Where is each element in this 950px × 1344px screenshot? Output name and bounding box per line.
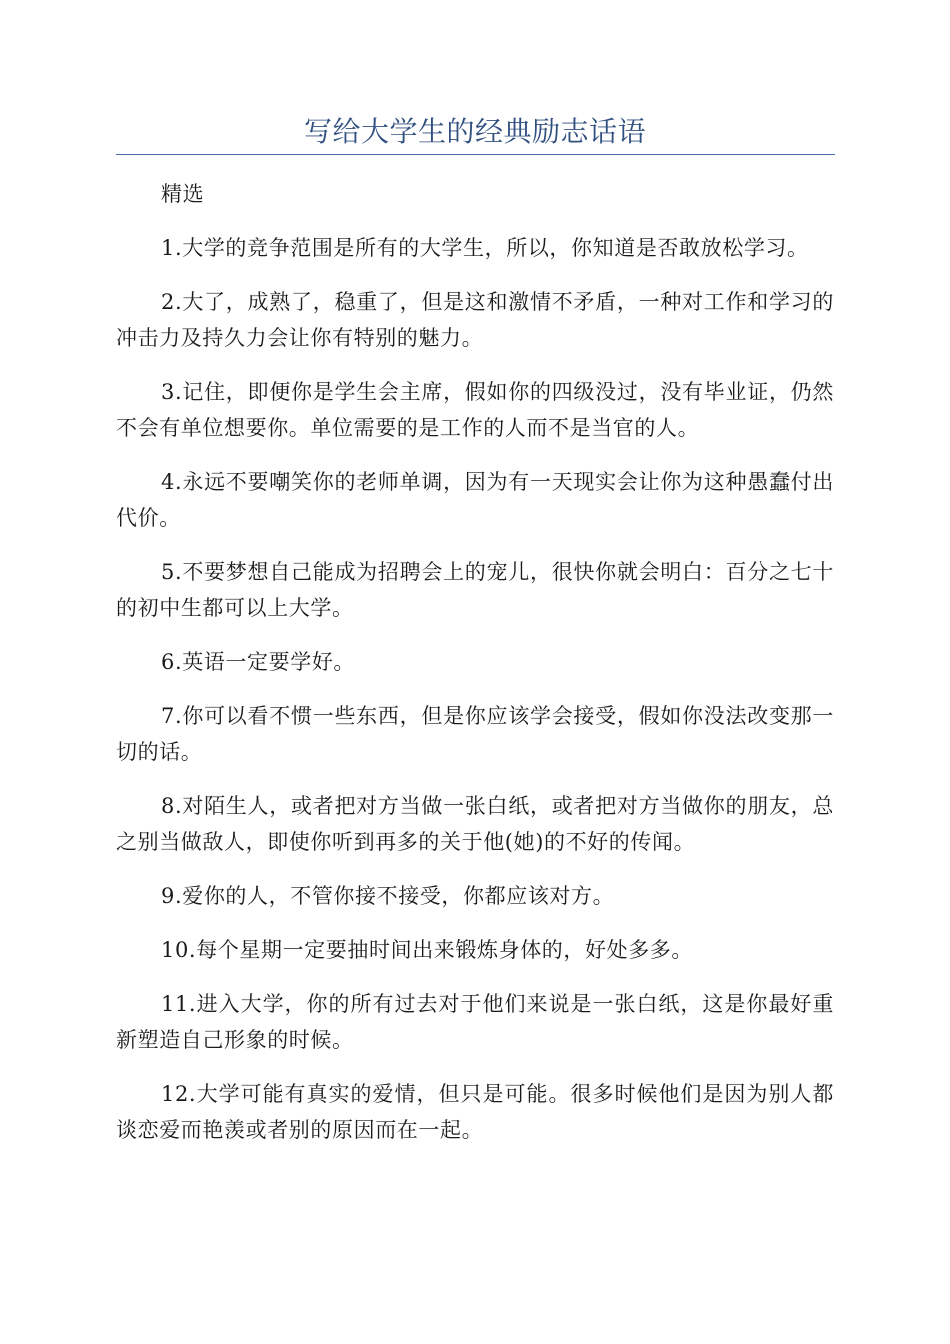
- paragraph-item-9: 9.爱你的人，不管你接不接受，你都应该对方。: [161, 884, 615, 908]
- paragraph-item-10: 10.每个星期一定要抽时间出来锻炼身体的，好处多多。: [161, 938, 693, 962]
- document-title: 写给大学生的经典励志话语: [303, 115, 646, 148]
- document-body: [116, 176, 834, 1166]
- paragraph-item-5: 5.不要梦想自己能成为招聘会上的宠儿，很快你就会明白：百分之七十的初中生都可以上大学。: [116, 560, 834, 620]
- paragraph-item-2: 2.大了，成熟了，稳重了，但是这和激情不矛盾，一种对工作和学习的冲击力及持久力会让你有特别的魅力。: [116, 290, 834, 350]
- paragraph-item-6: 6.英语一定要学好。: [161, 650, 356, 674]
- paragraph-item-12: 12.大学可能有真实的爱情，但只是可能。很多时候他们是因为别人都谈恋爱而艳羡或者别的原因而在一起。: [116, 1082, 834, 1142]
- paragraph-item-11: 11.进入大学，你的所有过去对于他们来说是一张白纸，这是你最好重新塑造自己形象的时候。: [116, 992, 834, 1052]
- paragraph-item-3: 3.记住，即便你是学生会主席，假如你的四级没过，没有毕业证，仍然不会有单位想要你。单位需要的是工作的人而不是当官的人。: [116, 380, 834, 440]
- paragraph-intro: 精选: [161, 182, 205, 206]
- paragraph-item-1: 1.大学的竞争范围是所有的大学生，所以，你知道是否敢放松学习。: [161, 236, 809, 260]
- title-underline: [116, 154, 835, 155]
- paragraph-item-7: 7.你可以看不惯一些东西，但是你应该学会接受，假如你没法改变那一切的话。: [116, 704, 834, 764]
- paragraph-item-4: 4.永远不要嘲笑你的老师单调，因为有一天现实会让你为这种愚蠢付出代价。: [116, 470, 834, 530]
- paragraph-item-8: 8.对陌生人，或者把对方当做一张白纸，或者把对方当做你的朋友，总之别当做敌人，即使你听到再多的关于他(她)的不好的传闻。: [116, 794, 834, 854]
